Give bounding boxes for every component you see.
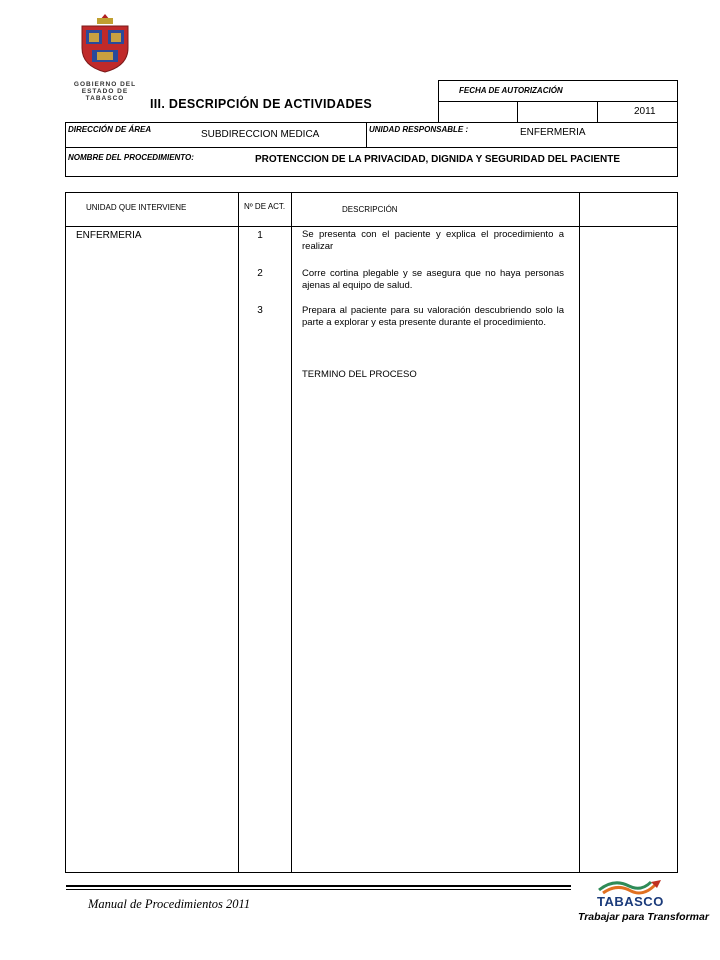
coat-of-arms-logo (70, 12, 140, 102)
activity-number: 2 (257, 268, 263, 279)
procedimiento-box (65, 147, 678, 177)
activity-description: Prepara al paciente para su valoración descubriendo solo la parte a explorar y esta presente durante el procedimiento. (302, 305, 564, 328)
activity-number: 1 (257, 230, 263, 241)
tabasco-swoosh-icon (597, 876, 667, 896)
procedimiento-value: PROTENCCION DE LA PRIVACIDAD, DIGNIDA Y SEGURIDAD DEL PACIENTE (255, 154, 621, 165)
header-num-act: Nº DE ACT. (244, 202, 286, 211)
activity-number: 3 (257, 305, 263, 316)
header-unidad: UNIDAD QUE INTERVIENE (86, 203, 187, 212)
activity-description: Se presenta con el paciente y explica el procedimiento a realizar (302, 229, 564, 252)
section-title: III. DESCRIPCIÓN DE ACTIVIDADES (150, 97, 373, 111)
table-header-divider (65, 226, 678, 227)
unidad-box (366, 122, 678, 148)
direccion-value: SUBDIRECCION MEDICA (201, 129, 320, 140)
column-divider-1 (238, 192, 239, 873)
unidad-value: ENFERMERIA (520, 127, 586, 138)
activity-description: Corre cortina plegable y se asegura que no haya personas ajenas al equipo de salud. (302, 268, 564, 291)
footer-rule-thin (66, 889, 571, 890)
column-divider-3 (579, 192, 580, 873)
logo-caption: GOBIERNO DEL ESTADO DE TABASCO (73, 81, 137, 102)
fecha-year-cell (597, 101, 678, 123)
direccion-label: DIRECCIÓN DE ÁREA (68, 125, 152, 134)
fecha-day-cell (438, 101, 518, 123)
fecha-autorizacion-label: FECHA DE AUTORIZACIÓN (459, 86, 563, 95)
column-divider-2 (291, 192, 292, 873)
activities-table (65, 192, 678, 873)
tabasco-brand-name: TABASCO (597, 894, 664, 909)
closing-text: TERMINO DEL PROCESO (302, 369, 417, 380)
direccion-box (65, 122, 367, 148)
fecha-year: 2011 (634, 106, 656, 117)
footer-rule-thick (66, 885, 571, 887)
tabasco-slogan: Trabajar para Transformar (578, 911, 709, 923)
unit-enfermeria: ENFERMERIA (76, 230, 142, 241)
procedimiento-label: NOMBRE DEL PROCEDIMIENTO: (68, 153, 194, 162)
footer-manual-text: Manual de Procedimientos 2011 (88, 897, 251, 911)
shield-icon (70, 12, 140, 74)
header-descripcion: DESCRIPCIÓN (342, 205, 398, 214)
tabasco-brand-logo (575, 874, 709, 934)
fecha-month-cell (517, 101, 598, 123)
unidad-label: UNIDAD RESPONSABLE : (369, 125, 469, 134)
fecha-autorizacion-label-box (438, 80, 678, 102)
